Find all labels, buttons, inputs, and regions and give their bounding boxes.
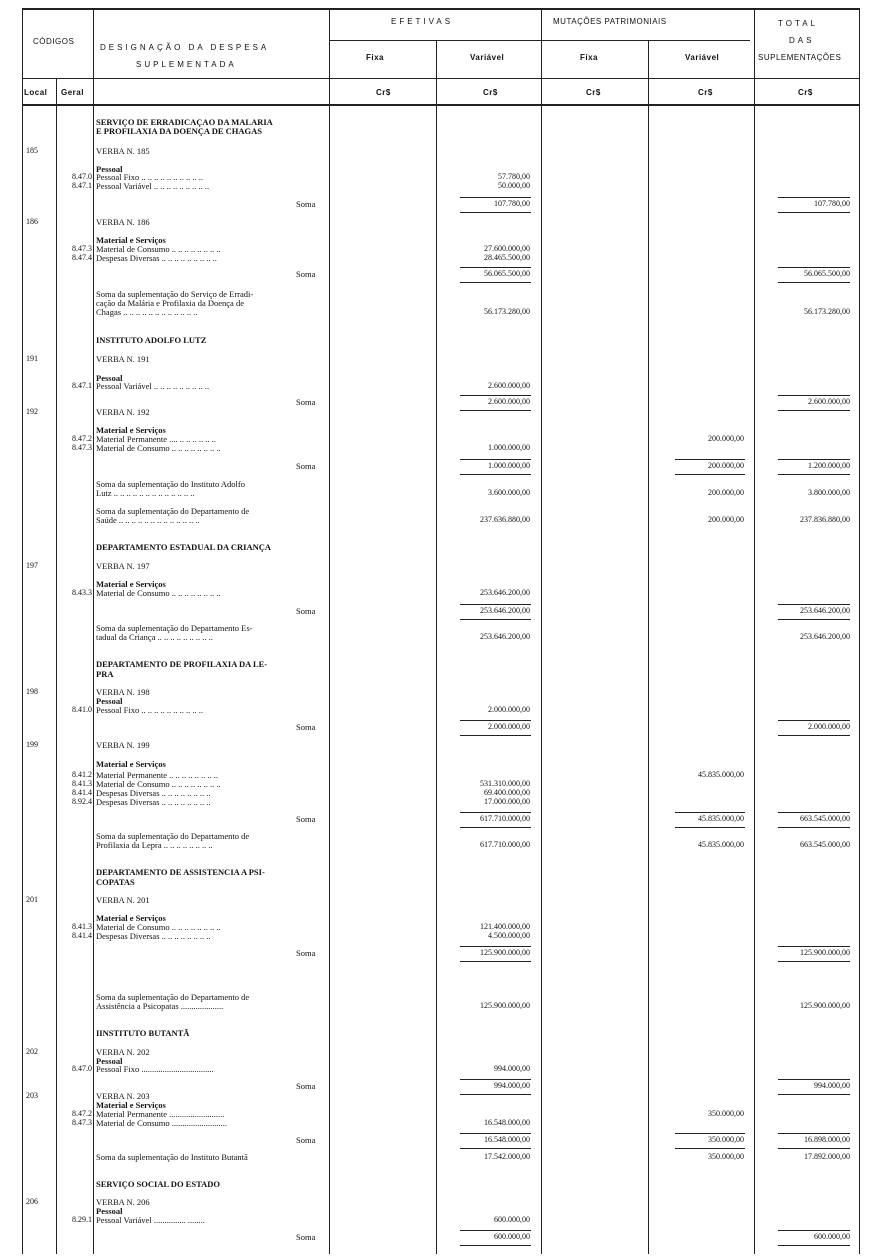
row-48-ef-var: 617.710.000,00 xyxy=(480,814,530,823)
sum-rule xyxy=(778,604,850,605)
sum-rule xyxy=(778,197,850,198)
row-7-desc: VERBA N. 186 xyxy=(96,217,150,227)
header-ef-fixa: Fixa xyxy=(366,53,385,62)
header-total-2: DAS xyxy=(789,36,815,45)
row-59-total: 125.900.000,00 xyxy=(800,1001,850,1010)
row-28-ef-var: 237.636.880,00 xyxy=(480,515,530,524)
row-24-ef-var: 1.000.000,00 xyxy=(488,461,530,470)
row-33-soma: Soma xyxy=(296,606,316,616)
row-64-total: 994.000,00 xyxy=(814,1081,850,1090)
row-7-local: 186 xyxy=(26,217,38,226)
row-16-local: 191 xyxy=(26,354,38,363)
row-14-total: 56.173.280,00 xyxy=(804,307,850,316)
row-1-desc: E PROFILAXIA DA DOENÇA DE CHAGAS xyxy=(96,126,263,136)
row-6-ef-var: 107.780,00 xyxy=(494,199,530,208)
row-10-geral: 8.47.4 xyxy=(72,253,92,262)
row-42-desc: VERBA N. 199 xyxy=(96,740,150,750)
row-20-local: 192 xyxy=(26,407,38,416)
row-23-ef-var: 1.000.000,00 xyxy=(488,443,530,452)
sum-rule xyxy=(460,720,531,721)
row-65-local: 203 xyxy=(26,1091,38,1100)
row-47-desc: Despesas Diversas .. .. .. .. .. .. .. .. xyxy=(96,797,211,807)
row-35-ef-var: 253.646.200,00 xyxy=(480,632,530,641)
row-19-ef-var: 2.600.000,00 xyxy=(488,397,530,406)
header-local: Local xyxy=(24,88,48,97)
row-28-mut-var: 200.000,00 xyxy=(708,515,744,524)
row-28-desc: Saúde .. .. .. .. .. .. .. .. .. .. .. .. .. xyxy=(96,515,200,525)
row-75-ef-var: 600.000,00 xyxy=(494,1232,530,1241)
row-57-ef-var: 125.900.000,00 xyxy=(480,948,530,957)
row-50-desc: Profilaxia da Lepra .. .. .. .. .. .. .. .. xyxy=(96,840,213,850)
row-46-desc: Despesas Diversas .. .. .. .. .. .. .. .. xyxy=(96,788,211,798)
sum-rule xyxy=(460,1230,531,1231)
sum-rule xyxy=(460,212,531,213)
row-40-desc: Pessoal Fixo .. .. .. .. .. .. .. .. .. .. xyxy=(96,705,203,715)
row-75-soma: Soma xyxy=(296,1232,316,1242)
row-17-desc: Pessoal xyxy=(96,373,123,383)
sum-rule xyxy=(778,212,850,213)
row-75-total: 600.000,00 xyxy=(814,1232,850,1241)
row-30-desc: VERBA N. 197 xyxy=(96,561,150,571)
row-18-desc: Pessoal Variável .. .. .. .. .. .. .. .. .. xyxy=(96,381,210,391)
row-32-ef-var: 253.646.200,00 xyxy=(480,588,530,597)
header-designacao-1: DESIGNAÇÃO DA DESPESA xyxy=(100,43,270,52)
sum-rule xyxy=(460,1079,531,1080)
row-50-total: 663.545.000,00 xyxy=(800,840,850,849)
header-total-3: SUPLEMENTAÇÕES xyxy=(758,53,842,62)
row-67-geral: 8.47.2 xyxy=(72,1109,92,1118)
sum-rule xyxy=(778,961,850,962)
sum-rule xyxy=(675,474,745,475)
sum-rule xyxy=(778,1094,850,1095)
row-74-ef-var: 600.000,00 xyxy=(494,1215,530,1224)
row-68-desc: Material de Consumo .......................... xyxy=(96,1118,228,1128)
header-rule-bottom xyxy=(22,104,860,106)
header-rule-efetivas xyxy=(330,40,750,41)
row-20-desc: VERBA N. 192 xyxy=(96,407,150,417)
sum-rule xyxy=(778,1245,850,1246)
sum-rule xyxy=(778,395,850,396)
header-currency-mut-var: Cr$ xyxy=(698,88,713,97)
row-59-desc: Assistência a Psicopatas .................... xyxy=(96,1001,224,1011)
row-63-geral: 8.47.0 xyxy=(72,1064,92,1073)
header-currency-total: Cr$ xyxy=(798,88,813,97)
sum-rule xyxy=(675,812,745,813)
row-35-desc: tadual da Criança .. .. .. .. .. .. .. .. .. xyxy=(96,632,213,642)
col-sep-right xyxy=(859,9,860,1254)
sum-rule xyxy=(778,282,850,283)
row-26-desc: Lutz .. .. .. .. .. .. .. .. .. .. .. .. .. xyxy=(96,488,195,498)
row-45-desc: Material de Consumo .. .. .. .. .. .. .. .. xyxy=(96,779,221,789)
sum-rule xyxy=(778,619,850,620)
sum-rule xyxy=(675,1133,745,1134)
row-61-desc: VERBA N. 202 xyxy=(96,1047,150,1057)
row-28-total: 237.836.880,00 xyxy=(800,515,850,524)
sum-rule xyxy=(778,735,850,736)
sum-rule xyxy=(778,267,850,268)
sum-rule xyxy=(778,946,850,947)
row-32-geral: 8.43.3 xyxy=(72,588,92,597)
row-2-local: 185 xyxy=(26,146,38,155)
row-68-ef-var: 16.548.000,00 xyxy=(484,1118,530,1127)
row-49-desc: Soma da suplementação do Departamento de xyxy=(96,831,250,841)
row-53-local: 201 xyxy=(26,895,38,904)
row-61-local: 202 xyxy=(26,1047,38,1056)
row-72-local: 206 xyxy=(26,1197,38,1206)
row-22-mut-var: 200.000,00 xyxy=(708,434,744,443)
sum-rule xyxy=(675,1148,745,1149)
row-24-soma: Soma xyxy=(296,461,316,471)
sum-rule xyxy=(778,827,850,828)
row-45-geral: 8.41.3 xyxy=(72,779,92,788)
sum-rule xyxy=(460,1148,531,1149)
row-19-soma: Soma xyxy=(296,397,316,407)
row-53-desc: VERBA N. 201 xyxy=(96,895,150,905)
row-62-desc: Pessoal xyxy=(96,1056,123,1066)
sum-rule xyxy=(460,410,531,411)
row-19-total: 2.600.000,00 xyxy=(808,397,850,406)
row-50-ef-var: 617.710.000,00 xyxy=(480,840,530,849)
row-70-total: 17.892.000,00 xyxy=(804,1152,850,1161)
header-codigos: CÓDIGOS xyxy=(33,37,75,46)
row-51-desc: DEPARTAMENTO DE ASSISTENCIA A PSI- xyxy=(96,867,265,877)
row-3-desc: Pessoal xyxy=(96,164,123,174)
sum-rule xyxy=(460,604,531,605)
header-total-1: TOTAL xyxy=(778,19,819,28)
row-41-soma: Soma xyxy=(296,722,316,732)
row-70-desc: Soma da suplementação do Instituto Butantã xyxy=(96,1152,248,1162)
row-44-desc: Material Permanente .. .. .. .. .. .. .. .. xyxy=(96,770,219,780)
row-67-desc: Material Permanente .......................... xyxy=(96,1109,225,1119)
row-18-ef-var: 2.600.000,00 xyxy=(488,381,530,390)
row-23-geral: 8.47.3 xyxy=(72,443,92,452)
header-currency-ef-fixa: Cr$ xyxy=(376,88,391,97)
row-10-ef-var: 28.465.500,00 xyxy=(484,253,530,262)
row-35-total: 253.646.200,00 xyxy=(800,632,850,641)
row-15-desc: INSTITUTO ADOLFO LUTZ xyxy=(96,335,207,345)
row-57-total: 125.900.000,00 xyxy=(800,948,850,957)
row-22-desc: Material Permanente .... .. .. .. .. .. .. xyxy=(96,434,216,444)
sum-rule xyxy=(460,474,531,475)
row-50-mut-var: 45.835.000,00 xyxy=(698,840,744,849)
header-currency-mut-fixa: Cr$ xyxy=(586,88,601,97)
row-5-ef-var: 50.000,00 xyxy=(498,181,530,190)
row-46-geral: 8.41.4 xyxy=(72,788,92,797)
row-27-desc: Soma da suplementação do Departamento de xyxy=(96,506,250,516)
row-30-local: 197 xyxy=(26,561,38,570)
sum-rule xyxy=(460,459,531,460)
row-10-desc: Despesas Diversas .. .. .. .. .. .. .. .. .. xyxy=(96,253,217,263)
sum-rule xyxy=(778,1148,850,1149)
row-29-desc: DEPARTAMENTO ESTADUAL DA CRIANÇA xyxy=(96,542,271,552)
row-4-ef-var: 57.780,00 xyxy=(498,172,530,181)
row-47-geral: 8.92.4 xyxy=(72,797,92,806)
row-26-ef-var: 3.600.000,00 xyxy=(488,488,530,497)
row-24-mut-var: 200.000,00 xyxy=(708,461,744,470)
sum-rule xyxy=(675,827,745,828)
sum-rule xyxy=(778,410,850,411)
row-55-ef-var: 121.400.000,00 xyxy=(480,922,530,931)
row-56-ef-var: 4.500.000,00 xyxy=(488,931,530,940)
header-mut-variavel: Variável xyxy=(685,53,720,62)
row-26-mut-var: 200.000,00 xyxy=(708,488,744,497)
row-18-geral: 8.47.1 xyxy=(72,381,92,390)
row-40-geral: 8.41.0 xyxy=(72,705,92,714)
row-9-geral: 8.47.3 xyxy=(72,244,92,253)
row-38-desc: VERBA N. 198 xyxy=(96,687,150,697)
row-58-desc: Soma da suplementação do Departamento de xyxy=(96,992,250,1002)
row-14-ef-var: 56.173.280,00 xyxy=(484,307,530,316)
row-4-desc: Pessoal Fixo .. .. .. .. .. .. .. .. .. .. xyxy=(96,172,203,182)
row-41-total: 2.000.000,00 xyxy=(808,722,850,731)
row-11-ef-var: 56.065.500,00 xyxy=(484,269,530,278)
sum-rule xyxy=(778,1133,850,1134)
sum-rule xyxy=(460,197,531,198)
row-68-geral: 8.47.3 xyxy=(72,1118,92,1127)
row-48-soma: Soma xyxy=(296,814,316,824)
row-56-geral: 8.41.4 xyxy=(72,931,92,940)
row-31-desc: Material e Serviços xyxy=(96,579,166,589)
row-48-mut-var: 45.835.000,00 xyxy=(698,814,744,823)
row-46-ef-var: 69.400.000,00 xyxy=(484,788,530,797)
row-65-desc: VERBA N. 203 xyxy=(96,1091,150,1101)
row-55-geral: 8.41.3 xyxy=(72,922,92,931)
row-41-ef-var: 2.000.000,00 xyxy=(488,722,530,731)
row-72-desc: VERBA N. 206 xyxy=(96,1197,150,1207)
col-sep-ef-fixa xyxy=(436,40,437,1254)
row-55-desc: Material de Consumo .. .. .. .. .. .. .. .. xyxy=(96,922,221,932)
col-sep-mut-fixa xyxy=(648,40,649,1254)
col-sep-desc xyxy=(329,9,330,1254)
row-70-mut-var: 350.000,00 xyxy=(708,1152,744,1161)
row-54-desc: Material e Serviços xyxy=(96,913,166,923)
row-14-desc: Chagas .. .. .. .. .. .. .. .. .. .. .. .. xyxy=(96,307,198,317)
row-33-total: 253.646.200,00 xyxy=(800,606,850,615)
row-25-desc: Soma da suplementação do Instituto Adolfo xyxy=(96,479,245,489)
row-69-soma: Soma xyxy=(296,1135,316,1145)
row-74-desc: Pessoal Variável ............... ........ xyxy=(96,1215,205,1225)
row-66-desc: Material e Serviços xyxy=(96,1100,166,1110)
header-designacao-2: SUPLEMENTADA xyxy=(136,60,237,69)
row-16-desc: VERBA N. 191 xyxy=(96,354,150,364)
header-rule-sub xyxy=(22,78,860,79)
row-2-desc: VERBA N. 185 xyxy=(96,146,150,156)
row-73-desc: Pessoal xyxy=(96,1206,123,1216)
row-43-desc: Material e Serviços xyxy=(96,759,166,769)
row-24-total: 1.200.000,00 xyxy=(808,461,850,470)
sum-rule xyxy=(460,1094,531,1095)
sum-rule xyxy=(460,812,531,813)
row-5-geral: 8.47.1 xyxy=(72,181,92,190)
row-6-soma: Soma xyxy=(296,199,316,209)
sum-rule xyxy=(460,961,531,962)
row-70-ef-var: 17.542.000,00 xyxy=(484,1152,530,1161)
header-mutacoes: MUTAÇÕES PATRIMONIAIS xyxy=(553,17,667,26)
row-44-geral: 8.41.2 xyxy=(72,770,92,779)
row-52-desc: COPATAS xyxy=(96,877,135,887)
sum-rule xyxy=(460,395,531,396)
sum-rule xyxy=(460,619,531,620)
col-sep-local xyxy=(56,78,57,1254)
row-40-ef-var: 2.000.000,00 xyxy=(488,705,530,714)
row-4-geral: 8.47.0 xyxy=(72,172,92,181)
row-34-desc: Soma da suplementação do Departamento Es- xyxy=(96,623,253,633)
row-37-desc: PRA xyxy=(96,669,114,679)
col-sep-geral xyxy=(93,9,94,1254)
sum-rule xyxy=(778,812,850,813)
row-59-ef-var: 125.900.000,00 xyxy=(480,1001,530,1010)
sum-rule xyxy=(778,1079,850,1080)
row-6-total: 107.780,00 xyxy=(814,199,850,208)
row-67-mut-var: 350.000,00 xyxy=(708,1109,744,1118)
row-12-desc: Soma da suplementação do Serviço de Erradi- xyxy=(96,289,254,299)
row-32-desc: Material de Consumo .. .. .. .. .. .. .. .. xyxy=(96,588,221,598)
sum-rule xyxy=(778,459,850,460)
row-63-ef-var: 994.000,00 xyxy=(494,1064,530,1073)
row-42-local: 199 xyxy=(26,740,38,749)
row-74-geral: 8.29.1 xyxy=(72,1215,92,1224)
row-26-total: 3.800.000,00 xyxy=(808,488,850,497)
row-33-ef-var: 253.646.200,00 xyxy=(480,606,530,615)
sum-rule xyxy=(460,1133,531,1134)
row-69-total: 16.898.000,00 xyxy=(804,1135,850,1144)
row-36-desc: DEPARTAMENTO DE PROFILAXIA DA LE- xyxy=(96,659,268,669)
row-45-ef-var: 531.310.000,00 xyxy=(480,779,530,788)
col-sep-left xyxy=(22,9,23,1254)
sum-rule xyxy=(778,720,850,721)
header-ef-variavel: Variável xyxy=(470,53,505,62)
row-39-desc: Pessoal xyxy=(96,696,123,706)
header-mut-fixa: Fixa xyxy=(580,53,599,62)
sum-rule xyxy=(460,827,531,828)
row-69-ef-var: 16.548.000,00 xyxy=(484,1135,530,1144)
sum-rule xyxy=(460,735,531,736)
sum-rule xyxy=(460,282,531,283)
row-22-geral: 8.47.2 xyxy=(72,434,92,443)
header-geral: Geral xyxy=(61,88,84,97)
row-23-desc: Material de Consumo .. .. .. .. .. .. .. .. xyxy=(96,443,221,453)
col-sep-ef-var xyxy=(541,9,542,1254)
row-63-desc: Pessoal Fixo .................................. xyxy=(96,1064,214,1074)
row-11-soma: Soma xyxy=(296,269,316,279)
sum-rule xyxy=(675,459,745,460)
row-21-desc: Material e Serviços xyxy=(96,425,166,435)
row-48-total: 663.545.000,00 xyxy=(800,814,850,823)
row-44-mut-var: 45.835.000,00 xyxy=(698,770,744,779)
row-8-desc: Material e Serviços xyxy=(96,235,166,245)
row-64-soma: Soma xyxy=(296,1081,316,1091)
row-13-desc: cação da Malária e Profilaxia da Doença de xyxy=(96,298,244,308)
header-efetivas: EFETIVAS xyxy=(391,17,454,26)
sum-rule xyxy=(778,1230,850,1231)
row-5-desc: Pessoal Variável .. .. .. .. .. .. .. .. .. xyxy=(96,181,210,191)
sum-rule xyxy=(460,1245,531,1246)
row-9-ef-var: 27.600.000,00 xyxy=(484,244,530,253)
col-sep-mut-var xyxy=(754,9,755,1254)
row-0-desc: SERVIÇO DE ERRADICAÇAO DA MALARIA xyxy=(96,117,273,127)
row-56-desc: Despesas Diversas .. .. .. .. .. .. .. .. xyxy=(96,931,211,941)
row-60-desc: IINSTITUTO BUTANTÃ xyxy=(96,1028,190,1038)
top-border xyxy=(22,8,860,10)
row-69-mut-var: 350.000,00 xyxy=(708,1135,744,1144)
row-47-ef-var: 17.000.000,00 xyxy=(484,797,530,806)
header-currency-ef-var: Cr$ xyxy=(483,88,498,97)
row-11-total: 56.065.500,00 xyxy=(804,269,850,278)
row-57-soma: Soma xyxy=(296,948,316,958)
row-9-desc: Material de Consumo .. .. .. .. .. .. .. .. xyxy=(96,244,221,254)
row-38-local: 198 xyxy=(26,687,38,696)
row-71-desc: SERVIÇO SOCIAL DO ESTADO xyxy=(96,1179,221,1189)
sum-rule xyxy=(460,267,531,268)
row-64-ef-var: 994.000,00 xyxy=(494,1081,530,1090)
sum-rule xyxy=(460,946,531,947)
sum-rule xyxy=(778,474,850,475)
